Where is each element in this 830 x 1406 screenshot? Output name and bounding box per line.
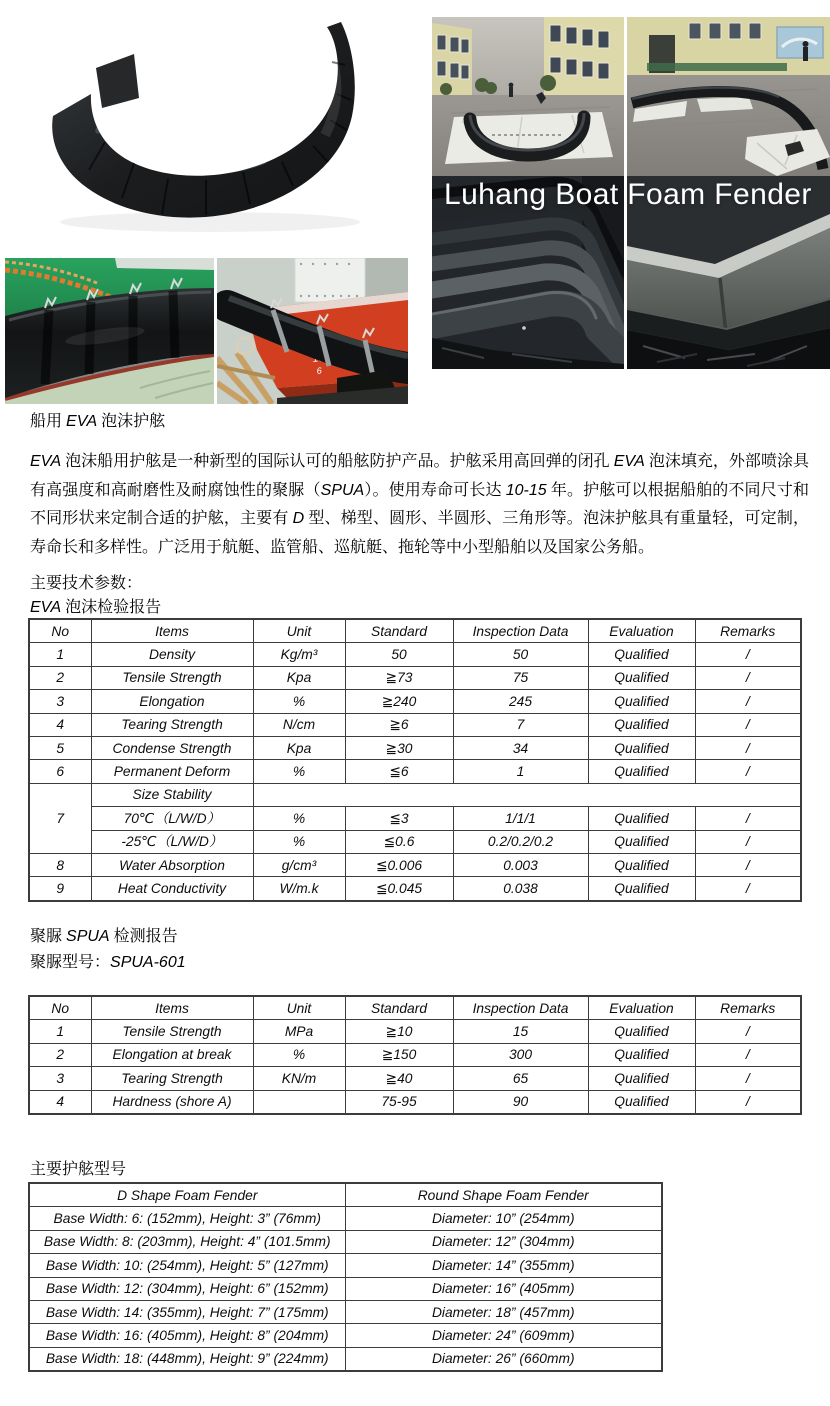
column-header: Inspection Data	[453, 996, 588, 1020]
spua-model-line: 聚脲型号：SPUA-601	[30, 954, 186, 971]
table-cell: Base Width: 6: (152mm), Height: 3” (76mm)	[29, 1207, 345, 1230]
table-row	[29, 1043, 801, 1066]
table-cell: 1	[29, 643, 91, 666]
table-cell: N/cm	[253, 713, 345, 736]
table-row	[29, 830, 801, 853]
column-header: Evaluation	[588, 996, 695, 1020]
table-cell: 1/1/1	[453, 807, 588, 830]
table-row	[29, 666, 801, 689]
table-cell: 245	[453, 690, 588, 713]
table-cell: ≧10	[345, 1020, 453, 1043]
table-cell: Base Width: 14: (355mm), Height: 7” (175mm)	[29, 1300, 345, 1323]
table-cell: ≧40	[345, 1067, 453, 1090]
table-cell: Tearing Strength	[91, 1067, 253, 1090]
table-cell: Qualified	[588, 666, 695, 689]
table-cell: ≦3	[345, 807, 453, 830]
table-cell: Diameter: 18” (457mm)	[345, 1300, 662, 1323]
table-cell: 9	[29, 877, 91, 901]
column-header: Remarks	[695, 619, 801, 643]
hull-marking-10: 10	[312, 352, 325, 365]
table-cell: 5	[29, 736, 91, 759]
table-cell: Qualified	[588, 830, 695, 853]
column-header: Evaluation	[588, 619, 695, 643]
table-row	[29, 1300, 662, 1323]
table-cell: MPa	[253, 1020, 345, 1043]
column-header: D Shape Foam Fender	[29, 1183, 345, 1207]
table-cell: Diameter: 24” (609mm)	[345, 1324, 662, 1347]
table-row	[29, 1324, 662, 1347]
table-cell: Base Width: 18: (448mm), Height: 9” (224mm)	[29, 1347, 345, 1371]
table-cell: Qualified	[588, 853, 695, 876]
green-boat-illustration	[5, 258, 214, 404]
column-header: Unit	[253, 996, 345, 1020]
table-cell: /	[695, 690, 801, 713]
table-cell: 50	[345, 643, 453, 666]
fender-models-table	[28, 1182, 663, 1372]
column-header: Standard	[345, 619, 453, 643]
curved-fender-illustration	[10, 10, 430, 255]
photo-factory-yard-right	[627, 17, 830, 176]
table-cell: 4	[29, 713, 91, 736]
table-cell: 3	[29, 1067, 91, 1090]
table-cell: ≦0.6	[345, 830, 453, 853]
table-cell: %	[253, 690, 345, 713]
table-row	[29, 760, 801, 783]
table-header-row	[29, 619, 801, 643]
table-cell: Density	[91, 643, 253, 666]
table-cell: 4	[29, 1090, 91, 1114]
table-cell: Qualified	[588, 736, 695, 759]
page-title: 船用 EVA 泡沫护舷	[30, 413, 166, 430]
table-cell: Base Width: 16: (405mm), Height: 8” (204mm)	[29, 1324, 345, 1347]
table-cell: /	[695, 1020, 801, 1043]
table-cell: 0.038	[453, 877, 588, 901]
table-cell: /	[695, 760, 801, 783]
table-cell: Tensile Strength	[91, 666, 253, 689]
spua-report-subheading: 聚脲 SPUA 检测报告	[30, 928, 178, 945]
table-cell: /	[695, 807, 801, 830]
table-cell: /	[695, 736, 801, 759]
table-row	[29, 783, 801, 806]
table-row	[29, 1230, 662, 1253]
table-cell	[253, 1090, 345, 1114]
table-row	[29, 713, 801, 736]
table-cell: Qualified	[588, 713, 695, 736]
table-cell: ≧150	[345, 1043, 453, 1066]
table-cell: W/m.k	[253, 877, 345, 901]
table-cell: Qualified	[588, 1020, 695, 1043]
table-cell: 1	[29, 1020, 91, 1043]
table-cell: 1	[453, 760, 588, 783]
table-cell: Hardness (shore A)	[91, 1090, 253, 1114]
table-cell: /	[695, 877, 801, 901]
table-cell: 0.2/0.2/0.2	[453, 830, 588, 853]
column-header: Standard	[345, 996, 453, 1020]
orange-boat-illustration	[217, 258, 408, 404]
table-cell: Tensile Strength	[91, 1020, 253, 1043]
table-cell: /	[695, 1067, 801, 1090]
column-header: Remarks	[695, 996, 801, 1020]
table-row	[29, 853, 801, 876]
table-cell: Condense Strength	[91, 736, 253, 759]
table-cell: 8	[29, 853, 91, 876]
photo-factory-yard-left	[432, 17, 624, 176]
table-row	[29, 1067, 801, 1090]
table-cell: 75-95	[345, 1090, 453, 1114]
table-cell: Heat Conductivity	[91, 877, 253, 901]
table-cell: Qualified	[588, 1043, 695, 1066]
table-cell: 34	[453, 736, 588, 759]
table-cell: Water Absorption	[91, 853, 253, 876]
table-cell: /	[695, 853, 801, 876]
table-cell: /	[695, 1043, 801, 1066]
hull-marking-6: 6	[316, 365, 323, 376]
table-cell: Kpa	[253, 666, 345, 689]
table-cell: Kpa	[253, 736, 345, 759]
table-cell: ≧6	[345, 713, 453, 736]
table-cell: %	[253, 830, 345, 853]
table-cell: Qualified	[588, 877, 695, 901]
eva-report-subheading: EVA 泡沫检验报告	[30, 599, 162, 616]
table-row	[29, 690, 801, 713]
table-cell: Size Stability	[91, 783, 253, 806]
tech-params-heading: 主要技术参数：	[30, 575, 143, 592]
table-cell: ≧240	[345, 690, 453, 713]
table-cell: 300	[453, 1043, 588, 1066]
table-cell: Kg/m³	[253, 643, 345, 666]
table-cell: Qualified	[588, 1067, 695, 1090]
table-cell: ≦0.045	[345, 877, 453, 901]
table-row	[29, 1207, 662, 1230]
photo-fender-on-green-boat	[5, 258, 214, 404]
table-cell: ≧30	[345, 736, 453, 759]
table-cell: %	[253, 1043, 345, 1066]
column-header: Items	[91, 619, 253, 643]
table-cell	[253, 783, 801, 806]
column-header: Round Shape Foam Fender	[345, 1183, 662, 1207]
photo-curved-foam-fender	[10, 10, 430, 255]
table-cell: ≧73	[345, 666, 453, 689]
table-cell: Diameter: 14” (355mm)	[345, 1254, 662, 1277]
table-cell: Elongation	[91, 690, 253, 713]
table-cell: KN/m	[253, 1067, 345, 1090]
table-cell: /	[695, 713, 801, 736]
table-cell: Diameter: 16” (405mm)	[345, 1277, 662, 1300]
table-row	[29, 1254, 662, 1277]
hero-overlay-title: Luhang Boat Foam Fender	[444, 178, 812, 211]
factory-yard-right-illustration	[627, 17, 830, 176]
table-cell: 7	[29, 783, 91, 853]
photo-fender-on-orange-boat	[217, 258, 408, 404]
table-cell: Permanent Deform	[91, 760, 253, 783]
table-cell: 70℃（L/W/D）	[91, 807, 253, 830]
table-row	[29, 736, 801, 759]
table-cell: %	[253, 760, 345, 783]
table-header-row	[29, 996, 801, 1020]
table-cell: Base Width: 8: (203mm), Height: 4” (101.5mm)	[29, 1230, 345, 1253]
intro-paragraph: EVA 泡沫船用护舷是一种新型的国际认可的船舷防护产品。护舷采用高回弹的闭孔 EVA 泡沫填充，外部喷涂具有高强度和高耐磨性及耐腐蚀性的聚脲（SPUA）。使用寿命可长达 10-15 年。护舷可以根据船舶的不同尺寸和不同形状来定制合适的护舷，主要有 D 型、梯型、圆形、半圆形、三角形等。泡沫护舷具有重量轻，可定制，寿命长和多样性。广泛用于航艇、监管船、巡航艇、拖轮等中小型船舶以及国家公务船。	[30, 453, 809, 556]
table-cell: 15	[453, 1020, 588, 1043]
table-row	[29, 1347, 662, 1371]
table-cell: Qualified	[588, 643, 695, 666]
table-cell: 65	[453, 1067, 588, 1090]
table-cell: g/cm³	[253, 853, 345, 876]
table-row	[29, 643, 801, 666]
table-cell: Qualified	[588, 760, 695, 783]
table-row	[29, 877, 801, 901]
table-cell: -25℃（L/W/D）	[91, 830, 253, 853]
column-header: Inspection Data	[453, 619, 588, 643]
eva-inspection-table	[28, 618, 802, 902]
table-cell: /	[695, 666, 801, 689]
table-row	[29, 1090, 801, 1114]
table-cell: 75	[453, 666, 588, 689]
factory-yard-left-illustration	[432, 17, 624, 176]
table-cell: Qualified	[588, 690, 695, 713]
table-cell: %	[253, 807, 345, 830]
table-cell: ≦0.006	[345, 853, 453, 876]
models-heading: 主要护舷型号	[30, 1161, 127, 1178]
table-cell: 6	[29, 760, 91, 783]
table-row	[29, 1277, 662, 1300]
column-header: No	[29, 996, 91, 1020]
table-cell: /	[695, 830, 801, 853]
table-cell: 3	[29, 690, 91, 713]
table-cell: Diameter: 26” (660mm)	[345, 1347, 662, 1371]
column-header: Unit	[253, 619, 345, 643]
table-cell: Diameter: 12” (304mm)	[345, 1230, 662, 1253]
table-cell: 7	[453, 713, 588, 736]
table-row	[29, 1020, 801, 1043]
table-cell: Qualified	[588, 807, 695, 830]
table-cell: /	[695, 1090, 801, 1114]
table-cell: Tearing Strength	[91, 713, 253, 736]
table-cell: Qualified	[588, 1090, 695, 1114]
table-cell: Elongation at break	[91, 1043, 253, 1066]
spua-test-table	[28, 995, 802, 1115]
table-cell: Diameter: 10” (254mm)	[345, 1207, 662, 1230]
table-cell: 2	[29, 1043, 91, 1066]
table-cell: 2	[29, 666, 91, 689]
table-header-row	[29, 1183, 662, 1207]
table-row	[29, 807, 801, 830]
table-cell: Base Width: 12: (304mm), Height: 6” (152mm)	[29, 1277, 345, 1300]
table-cell: 0.003	[453, 853, 588, 876]
table-cell: 90	[453, 1090, 588, 1114]
column-header: Items	[91, 996, 253, 1020]
table-cell: Base Width: 10: (254mm), Height: 5” (127mm)	[29, 1254, 345, 1277]
column-header: No	[29, 619, 91, 643]
table-cell: 50	[453, 643, 588, 666]
table-cell: ≦6	[345, 760, 453, 783]
table-cell: /	[695, 643, 801, 666]
